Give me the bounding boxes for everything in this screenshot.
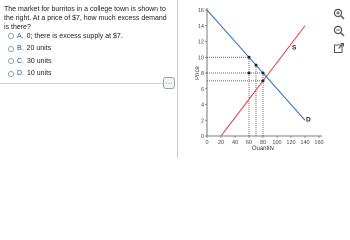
option-a-letter: A. (17, 32, 24, 40)
radio-a[interactable] (8, 33, 14, 39)
x-tick-label: 80 (259, 140, 267, 146)
point-marker (262, 72, 265, 75)
point-marker (262, 79, 265, 82)
point-marker (248, 72, 251, 75)
option-a-text: 0; there is excess supply at $7. (26, 32, 123, 40)
option-b-text: 20 units (26, 45, 52, 53)
x-tick-label: 20 (217, 140, 225, 146)
y-tick-label: 10 (197, 55, 204, 62)
y-tick-label: 16 (197, 8, 204, 14)
question-text: The market for burritos in a college town is shown to the right. At a price of $7, how much excess demand is there? (4, 6, 167, 31)
radio-c[interactable] (8, 58, 14, 64)
y-tick-label: 0 (200, 134, 204, 140)
x-tick-label: 0 (205, 140, 209, 146)
series-S-label: S (292, 44, 297, 52)
point-marker (248, 56, 251, 59)
zoom-out-icon[interactable] (333, 25, 345, 37)
x-tick-label: 160 (314, 140, 324, 146)
option-c[interactable] (8, 55, 123, 68)
option-b-letter: B. (17, 45, 24, 53)
zoom-in-icon[interactable] (333, 8, 345, 20)
x-tick-label: 120 (286, 140, 296, 146)
x-axis-label: Quantity (251, 146, 275, 150)
x-tick-label: 100 (272, 140, 282, 146)
y-axis-label: Price (195, 66, 201, 80)
radio-b[interactable] (8, 46, 14, 52)
answer-options (8, 30, 123, 80)
series-D-label: D (306, 116, 311, 124)
option-d[interactable] (8, 68, 123, 81)
resize-handle[interactable]: ··· (163, 77, 175, 89)
panel-separator (177, 0, 178, 158)
option-d-letter: D. (17, 70, 24, 78)
radio-d[interactable] (8, 71, 14, 77)
option-c-text: 30 units (27, 57, 52, 65)
y-tick-label: 14 (197, 23, 204, 30)
external-link-icon[interactable] (333, 42, 345, 54)
option-d-text: 10 units (27, 70, 52, 78)
y-tick-label: 6 (200, 86, 204, 93)
y-tick-label: 4 (200, 102, 204, 109)
y-tick-label: 12 (197, 39, 204, 46)
point-marker (255, 64, 258, 67)
x-tick-label: 40 (231, 140, 239, 146)
x-tick-label: 60 (245, 140, 253, 146)
y-tick-label: 8 (200, 71, 204, 77)
panel-divider (0, 83, 163, 84)
option-c-letter: C. (17, 57, 24, 65)
option-a[interactable] (8, 30, 123, 43)
tool-icons (333, 8, 345, 59)
y-tick-label: 2 (200, 118, 204, 125)
supply-demand-chart (195, 7, 330, 150)
option-b[interactable] (8, 43, 123, 56)
x-tick-label: 140 (300, 140, 310, 146)
